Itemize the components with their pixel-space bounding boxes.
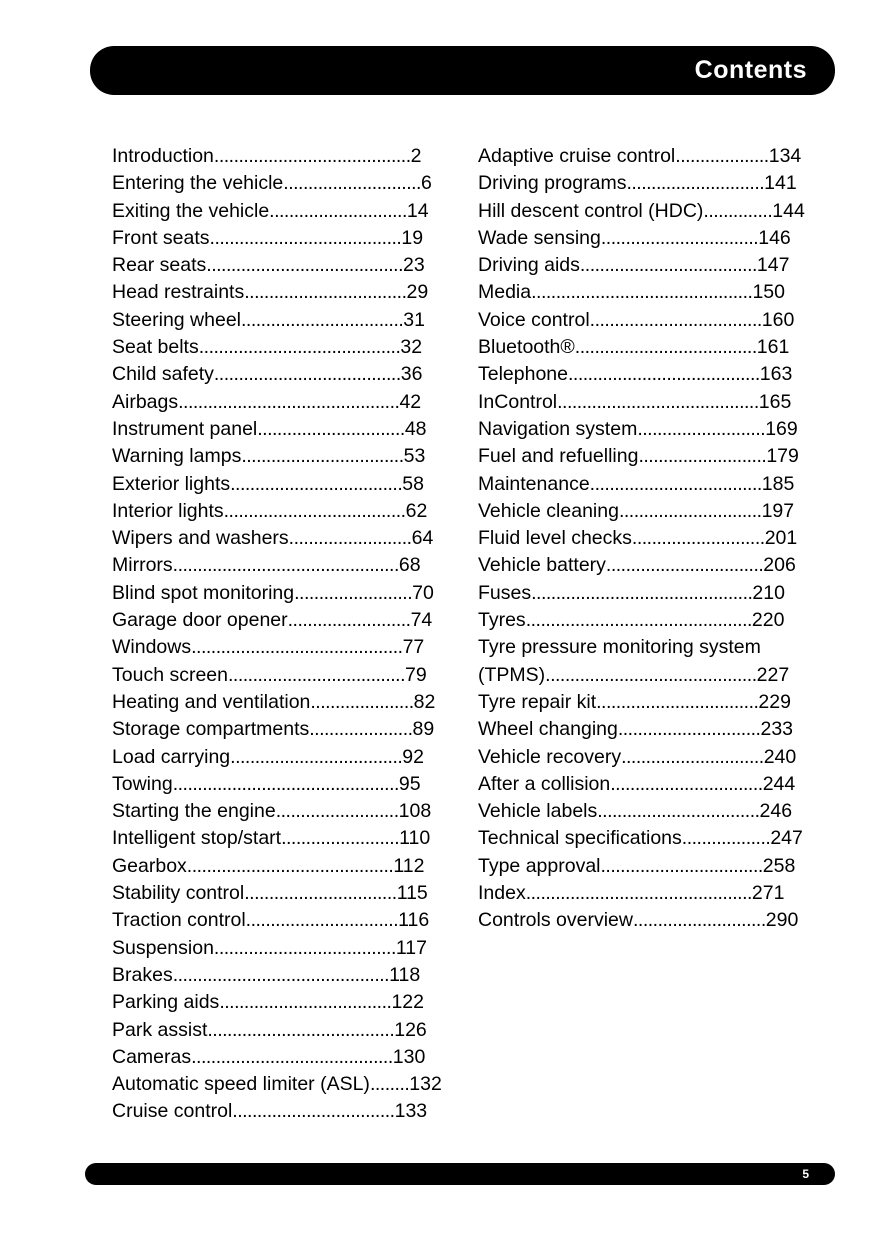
toc-entry-title: Voice control xyxy=(478,308,590,331)
toc-entry-leader: ............................... xyxy=(245,909,399,932)
toc-entry[interactable] xyxy=(478,634,812,689)
toc-entry-title: Introduction xyxy=(112,145,214,167)
toc-entry-title: Media xyxy=(478,281,532,304)
toc-entry-leader: ..................... xyxy=(309,718,413,741)
toc-entry-leader: ................................... xyxy=(219,991,392,1014)
toc-entry[interactable] xyxy=(112,389,446,416)
toc-entry-page: 210 xyxy=(752,581,785,604)
toc-entry-leader: ............................................ xyxy=(172,963,390,986)
toc-entry-page: 165 xyxy=(758,390,792,413)
toc-entry-leader: ......................................... xyxy=(557,390,759,413)
toc-entry[interactable] xyxy=(478,907,812,934)
toc-entry-page: 36 xyxy=(400,363,423,386)
toc-entry-leader: ........................... xyxy=(631,527,765,550)
toc-entry[interactable] xyxy=(478,525,812,552)
toc-column-left xyxy=(112,143,446,1126)
toc-entry-title: Stability control xyxy=(112,882,245,905)
toc-entry-title: Steering wheel xyxy=(112,308,241,331)
toc-entry-page: 132 xyxy=(409,1073,442,1096)
toc-entry-leader: ............................... xyxy=(610,772,763,795)
toc-entry-leader: ........................................... xyxy=(545,663,757,686)
toc-entry[interactable] xyxy=(112,607,446,634)
toc-entry[interactable] xyxy=(478,798,812,825)
footer-bar xyxy=(85,1163,835,1185)
toc-entry-title: Technical specifications xyxy=(478,827,682,850)
toc-entry-page: 126 xyxy=(394,1018,427,1041)
toc-entry[interactable] xyxy=(478,334,812,361)
toc-entry-leader: ................................. xyxy=(241,445,404,468)
toc-entry-leader: ............................ xyxy=(269,199,407,222)
toc-entry-title: Wipers and washers xyxy=(112,527,289,550)
toc-entry-title: Brakes xyxy=(112,963,173,986)
toc-entry-page: 110 xyxy=(399,827,431,850)
toc-entry-page: 116 xyxy=(398,909,430,932)
toc-entry-title: Automatic speed limiter (ASL) xyxy=(112,1073,370,1096)
toc-entry-page: 233 xyxy=(760,718,794,741)
toc-entry-page: 62 xyxy=(405,499,428,522)
toc-entry-title: Towing xyxy=(112,772,173,795)
toc-entry-page: 150 xyxy=(752,281,785,304)
toc-entry-leader: ........................ xyxy=(294,581,413,604)
toc-entry-page: 227 xyxy=(756,663,790,686)
toc-entry-title: Starting the engine xyxy=(112,800,276,823)
toc-entry-page: 197 xyxy=(761,499,795,522)
toc-entry-page: 19 xyxy=(401,226,424,249)
toc-entry-title: Suspension xyxy=(112,936,214,959)
toc-entry[interactable] xyxy=(112,1071,446,1098)
toc-entry-title: Bluetooth® xyxy=(478,336,575,359)
toc-entry-leader: ........................ xyxy=(281,827,400,850)
toc-entry-leader: ................................. xyxy=(597,800,760,823)
toc-entry-leader: ................................ xyxy=(600,226,759,249)
page-number: 5 xyxy=(802,1167,809,1181)
toc-entry-leader: ......................... xyxy=(287,609,411,632)
toc-entry-title: Maintenance xyxy=(478,472,590,495)
toc-entry-page: 179 xyxy=(766,445,799,468)
toc-entry-title: Exiting the vehicle xyxy=(112,199,270,222)
toc-entry[interactable] xyxy=(478,143,812,170)
toc-entry-leader: ........................................ xyxy=(206,254,404,277)
toc-entry-title: Touch screen xyxy=(112,663,228,686)
toc-entry-title: Interior lights xyxy=(112,499,224,522)
toc-entry[interactable] xyxy=(112,962,446,989)
toc-entry-page: 118 xyxy=(389,963,421,986)
toc-entry-page: 160 xyxy=(761,308,795,331)
toc-entry-leader: ............................. xyxy=(617,718,761,741)
toc-entry[interactable] xyxy=(478,580,812,607)
toc-entry-title: Type approval xyxy=(478,854,601,877)
toc-entry[interactable] xyxy=(478,552,812,579)
toc-entry-page: 89 xyxy=(412,718,435,741)
toc-entry[interactable] xyxy=(478,443,812,470)
toc-entry-page: 53 xyxy=(403,445,426,468)
toc-entry-title: Tyres xyxy=(478,609,526,632)
toc-entry[interactable] xyxy=(112,170,446,197)
toc-entry-page: 95 xyxy=(398,772,421,795)
toc-entry[interactable] xyxy=(112,771,446,798)
toc-entry-page: 206 xyxy=(763,554,796,577)
toc-entry-leader: ........................................... xyxy=(191,636,403,659)
toc-entry[interactable] xyxy=(112,361,446,388)
toc-entry-page: 130 xyxy=(392,1045,426,1068)
toc-entry-page: 122 xyxy=(391,991,424,1014)
toc-entry-title: Telephone xyxy=(478,363,568,386)
toc-entry[interactable] xyxy=(112,225,446,252)
toc-entry-title: Airbags xyxy=(112,390,179,413)
toc-entry-leader: ...................................... xyxy=(213,363,401,386)
toc-entry-page: 144 xyxy=(772,199,805,222)
toc-entry[interactable] xyxy=(478,389,812,416)
toc-entry-page: 48 xyxy=(404,417,427,440)
toc-entry-leader: .............................. xyxy=(257,417,405,440)
toc-entry[interactable] xyxy=(478,825,812,852)
toc-entry-leader: .............................................. xyxy=(172,554,399,577)
toc-entry-leader: ............................... xyxy=(244,882,397,905)
toc-entry-title: Tyre repair kit xyxy=(478,690,597,713)
toc-entry-title: Driving aids xyxy=(478,254,580,277)
toc-entry-leader: ................................... xyxy=(589,308,762,331)
page-title: Contents xyxy=(694,56,807,84)
toc-entry-page: 6 xyxy=(420,172,432,195)
toc-entry-title: Fluid level checks xyxy=(478,527,632,550)
toc-entry-leader: .................................... xyxy=(227,663,406,686)
toc-entry[interactable] xyxy=(478,771,812,798)
toc-entry-title-cont: (TPMS) xyxy=(478,663,546,686)
toc-entry-page: 115 xyxy=(396,882,428,905)
toc-entry-leader: .............................................. xyxy=(525,882,752,905)
toc-entry-leader: ................................. xyxy=(244,281,407,304)
toc-entry-page: 147 xyxy=(756,254,790,277)
toc-entry-title: Entering the vehicle xyxy=(112,172,284,195)
toc-entry-leader: ............................ xyxy=(283,172,421,195)
toc-entry[interactable] xyxy=(112,279,446,306)
toc-entry-leader: .......................... xyxy=(637,417,766,440)
toc-entry-leader: ........................... xyxy=(632,909,766,932)
toc-entry-title: Controls overview xyxy=(478,909,633,932)
toc-entry-page: 163 xyxy=(759,363,793,386)
toc-entry-leader: ................................. xyxy=(600,854,763,877)
toc-entry-page: 141 xyxy=(764,172,797,195)
toc-entry-title: Warning lamps xyxy=(112,445,242,468)
toc-entry[interactable] xyxy=(112,935,446,962)
toc-entry-leader: ......................... xyxy=(288,527,412,550)
toc-entry-title: Child safety xyxy=(112,363,214,386)
toc-entry-title: Rear seats xyxy=(112,254,207,277)
toc-entry-title: Instrument panel xyxy=(112,417,258,440)
toc-entry-title: Park assist xyxy=(112,1018,208,1041)
toc-entry-title: Vehicle recovery xyxy=(478,745,622,768)
toc-entry[interactable] xyxy=(112,634,446,661)
toc-entry-page: 161 xyxy=(756,336,790,359)
toc-entry-page: 246 xyxy=(759,800,793,823)
toc-entry[interactable] xyxy=(478,716,812,743)
toc-entry-leader: ..................................... xyxy=(574,336,757,359)
toc-entry-leader: ............................. xyxy=(618,499,762,522)
toc-entry[interactable] xyxy=(112,143,446,170)
toc-entry-leader: ................................... xyxy=(230,472,403,495)
toc-entry[interactable] xyxy=(478,607,812,634)
toc-entry-title: Hill descent control (HDC) xyxy=(478,199,704,222)
toc-entry-page: 244 xyxy=(762,772,796,795)
toc-entry-page: 134 xyxy=(768,145,802,167)
toc-entry-page: 82 xyxy=(413,690,436,713)
toc-entry-page: 169 xyxy=(765,417,798,440)
toc-entry[interactable] xyxy=(478,744,812,771)
contents-header-bar xyxy=(90,46,835,95)
toc-entry-leader: ............................ xyxy=(626,172,765,195)
toc-entry-title: After a collision xyxy=(478,772,611,795)
toc-entry-page: 290 xyxy=(765,909,799,932)
toc-entry-page: 229 xyxy=(758,690,791,713)
toc-entry-page: 258 xyxy=(762,854,796,877)
toc-entry[interactable] xyxy=(478,252,812,279)
toc-entry-leader: ..................................... xyxy=(223,499,406,522)
toc-entry-title: Cameras xyxy=(112,1045,192,1068)
toc-entry-title: InControl xyxy=(478,390,558,413)
toc-entry-leader: ..................................... xyxy=(213,936,396,959)
toc-entry[interactable] xyxy=(478,689,812,716)
toc-entry-leader: ......................................... xyxy=(191,1045,393,1068)
toc-entry-page: 14 xyxy=(406,199,429,222)
toc-entry-title: Cruise control xyxy=(112,1100,233,1123)
toc-entry-leader: ................................ xyxy=(605,554,764,577)
toc-entry[interactable] xyxy=(112,471,446,498)
toc-entry-page: 23 xyxy=(403,254,425,277)
toc-entry[interactable] xyxy=(112,580,446,607)
toc-entry[interactable] xyxy=(478,198,812,225)
toc-entry-title: Fuses xyxy=(478,581,532,604)
toc-entry-leader: .................................... xyxy=(579,254,757,277)
toc-entry-title: Seat belts xyxy=(112,336,199,359)
toc-entry[interactable] xyxy=(478,361,812,388)
toc-entry[interactable] xyxy=(112,498,446,525)
toc-entry[interactable] xyxy=(478,279,812,306)
toc-entry[interactable] xyxy=(112,443,446,470)
toc-entry-title: Vehicle battery xyxy=(478,554,606,577)
toc-entry-leader: ................................. xyxy=(232,1100,395,1123)
toc-entry[interactable] xyxy=(112,689,446,716)
toc-entry-leader: .............................................. xyxy=(525,609,752,632)
toc-entry-leader: ......................................... xyxy=(198,336,401,359)
toc-entry-title: Storage compartments xyxy=(112,718,310,741)
toc-entry-page: 240 xyxy=(763,745,797,768)
toc-entry-leader: ...................................... xyxy=(207,1018,395,1041)
toc-entry-page: 32 xyxy=(400,336,423,359)
toc-entry-title: Windows xyxy=(112,636,192,659)
toc-entry-page: 108 xyxy=(398,800,432,823)
toc-entry[interactable] xyxy=(112,1017,446,1044)
toc-entry[interactable] xyxy=(478,416,812,443)
toc-entry[interactable] xyxy=(112,552,446,579)
toc-entry[interactable] xyxy=(112,525,446,552)
toc-entry[interactable] xyxy=(112,1044,446,1071)
toc-entry-page: 77 xyxy=(402,636,425,659)
toc-entry-leader: ........ xyxy=(369,1073,410,1096)
toc-entry-title: Gearbox xyxy=(112,854,187,877)
toc-entry[interactable] xyxy=(112,716,446,743)
toc-entry-title: Blind spot monitoring xyxy=(112,581,295,604)
toc-entry-title: Index xyxy=(478,882,526,905)
toc-entry-page: 247 xyxy=(770,827,803,850)
toc-entry[interactable] xyxy=(112,853,446,880)
toc-entry[interactable] xyxy=(112,744,446,771)
toc-entry-page: 70 xyxy=(412,581,434,604)
toc-entry-leader: ................................. xyxy=(241,308,404,331)
toc-entry-title: Vehicle cleaning xyxy=(478,499,619,522)
toc-entry[interactable] xyxy=(478,853,812,880)
toc-entry[interactable] xyxy=(112,1098,446,1125)
toc-entry-leader: .............................................. xyxy=(172,772,399,795)
toc-entry-title: Intelligent stop/start xyxy=(112,827,282,850)
toc-entry[interactable] xyxy=(112,416,446,443)
toc-entry-leader: ........................................ xyxy=(213,145,411,167)
toc-entry-leader: .......................................... xyxy=(186,854,394,877)
toc-entry-title: Traction control xyxy=(112,909,246,932)
toc-entry-title: Front seats xyxy=(112,226,210,249)
toc-entry-page: 201 xyxy=(764,527,798,550)
toc-entry-page: 220 xyxy=(751,609,785,632)
toc-entry-page: 31 xyxy=(403,308,425,331)
toc-entry[interactable] xyxy=(112,825,446,852)
toc-entry[interactable] xyxy=(112,880,446,907)
toc-entry-leader: ................................. xyxy=(596,690,759,713)
toc-entry-leader: ............................................. xyxy=(531,581,753,604)
toc-entry-page: 117 xyxy=(395,936,427,959)
toc-entry-page: 79 xyxy=(405,663,427,686)
toc-entry-leader: .......................... xyxy=(638,445,767,468)
toc-entry-leader: ............................................. xyxy=(531,281,753,304)
toc-entry-title: Navigation system xyxy=(478,417,638,440)
toc-entry-page: 58 xyxy=(402,472,424,495)
toc-entry-page: 92 xyxy=(402,745,424,768)
toc-entry-title: Vehicle labels xyxy=(478,800,598,823)
toc-entry-title: Adaptive cruise control xyxy=(478,145,676,167)
toc-entry-leader: .................. xyxy=(681,827,771,850)
toc-entry[interactable] xyxy=(112,907,446,934)
toc-entry-title: Fuel and refuelling xyxy=(478,445,639,468)
toc-entry-title: Garage door opener xyxy=(112,609,288,632)
toc-entry[interactable] xyxy=(478,880,812,907)
toc-entry-page: 146 xyxy=(758,226,791,249)
toc-entry[interactable] xyxy=(112,198,446,225)
toc-entry-leader: .............. xyxy=(703,199,773,222)
toc-entry-leader: ............................................. xyxy=(178,390,400,413)
toc-entry-title: Tyre pressure monitoring system xyxy=(478,636,761,659)
toc-entry-leader: ................................... xyxy=(589,472,762,495)
toc-entry-page: 133 xyxy=(394,1100,428,1123)
toc-column-right xyxy=(478,143,812,1126)
toc-entry[interactable] xyxy=(478,498,812,525)
toc-entry-page: 271 xyxy=(751,882,785,905)
table-of-contents xyxy=(112,143,812,1126)
toc-entry-page: 74 xyxy=(410,609,433,632)
toc-entry-page: 29 xyxy=(406,281,429,304)
toc-entry-leader: ................................... xyxy=(230,745,403,768)
toc-entry-page: 68 xyxy=(398,554,421,577)
toc-entry-title: Wheel changing xyxy=(478,718,618,741)
toc-entry[interactable] xyxy=(478,471,812,498)
toc-entry-title: Mirrors xyxy=(112,554,173,577)
toc-entry-leader: ......................... xyxy=(275,800,399,823)
toc-entry[interactable] xyxy=(112,989,446,1016)
toc-entry[interactable] xyxy=(112,252,446,279)
toc-entry-leader: ..................... xyxy=(310,690,414,713)
toc-entry-leader: ....................................... xyxy=(568,363,760,386)
toc-entry-title: Load carrying xyxy=(112,745,231,768)
toc-entry-title: Parking aids xyxy=(112,991,220,1014)
toc-entry-title: Exterior lights xyxy=(112,472,231,495)
toc-entry-title: Wade sensing xyxy=(478,226,601,249)
toc-entry[interactable] xyxy=(112,798,446,825)
toc-entry-page: 2 xyxy=(410,145,422,167)
toc-entry[interactable] xyxy=(112,662,446,689)
toc-entry[interactable] xyxy=(478,225,812,252)
toc-entry-leader: ............................. xyxy=(621,745,764,768)
toc-entry-leader: ................... xyxy=(675,145,769,167)
toc-entry-title: Heating and ventilation xyxy=(112,690,311,713)
toc-entry-title: Driving programs xyxy=(478,172,627,195)
toc-entry-leader: ....................................... xyxy=(209,226,402,249)
toc-entry-page: 64 xyxy=(411,527,434,550)
toc-entry-page: 112 xyxy=(393,854,425,877)
toc-entry[interactable] xyxy=(112,307,446,334)
toc-entry-title: Head restraints xyxy=(112,281,245,304)
toc-entry[interactable] xyxy=(478,170,812,197)
toc-entry-page: 42 xyxy=(399,390,422,413)
toc-entry-page: 185 xyxy=(761,472,795,495)
toc-entry[interactable] xyxy=(478,307,812,334)
toc-entry[interactable] xyxy=(112,334,446,361)
